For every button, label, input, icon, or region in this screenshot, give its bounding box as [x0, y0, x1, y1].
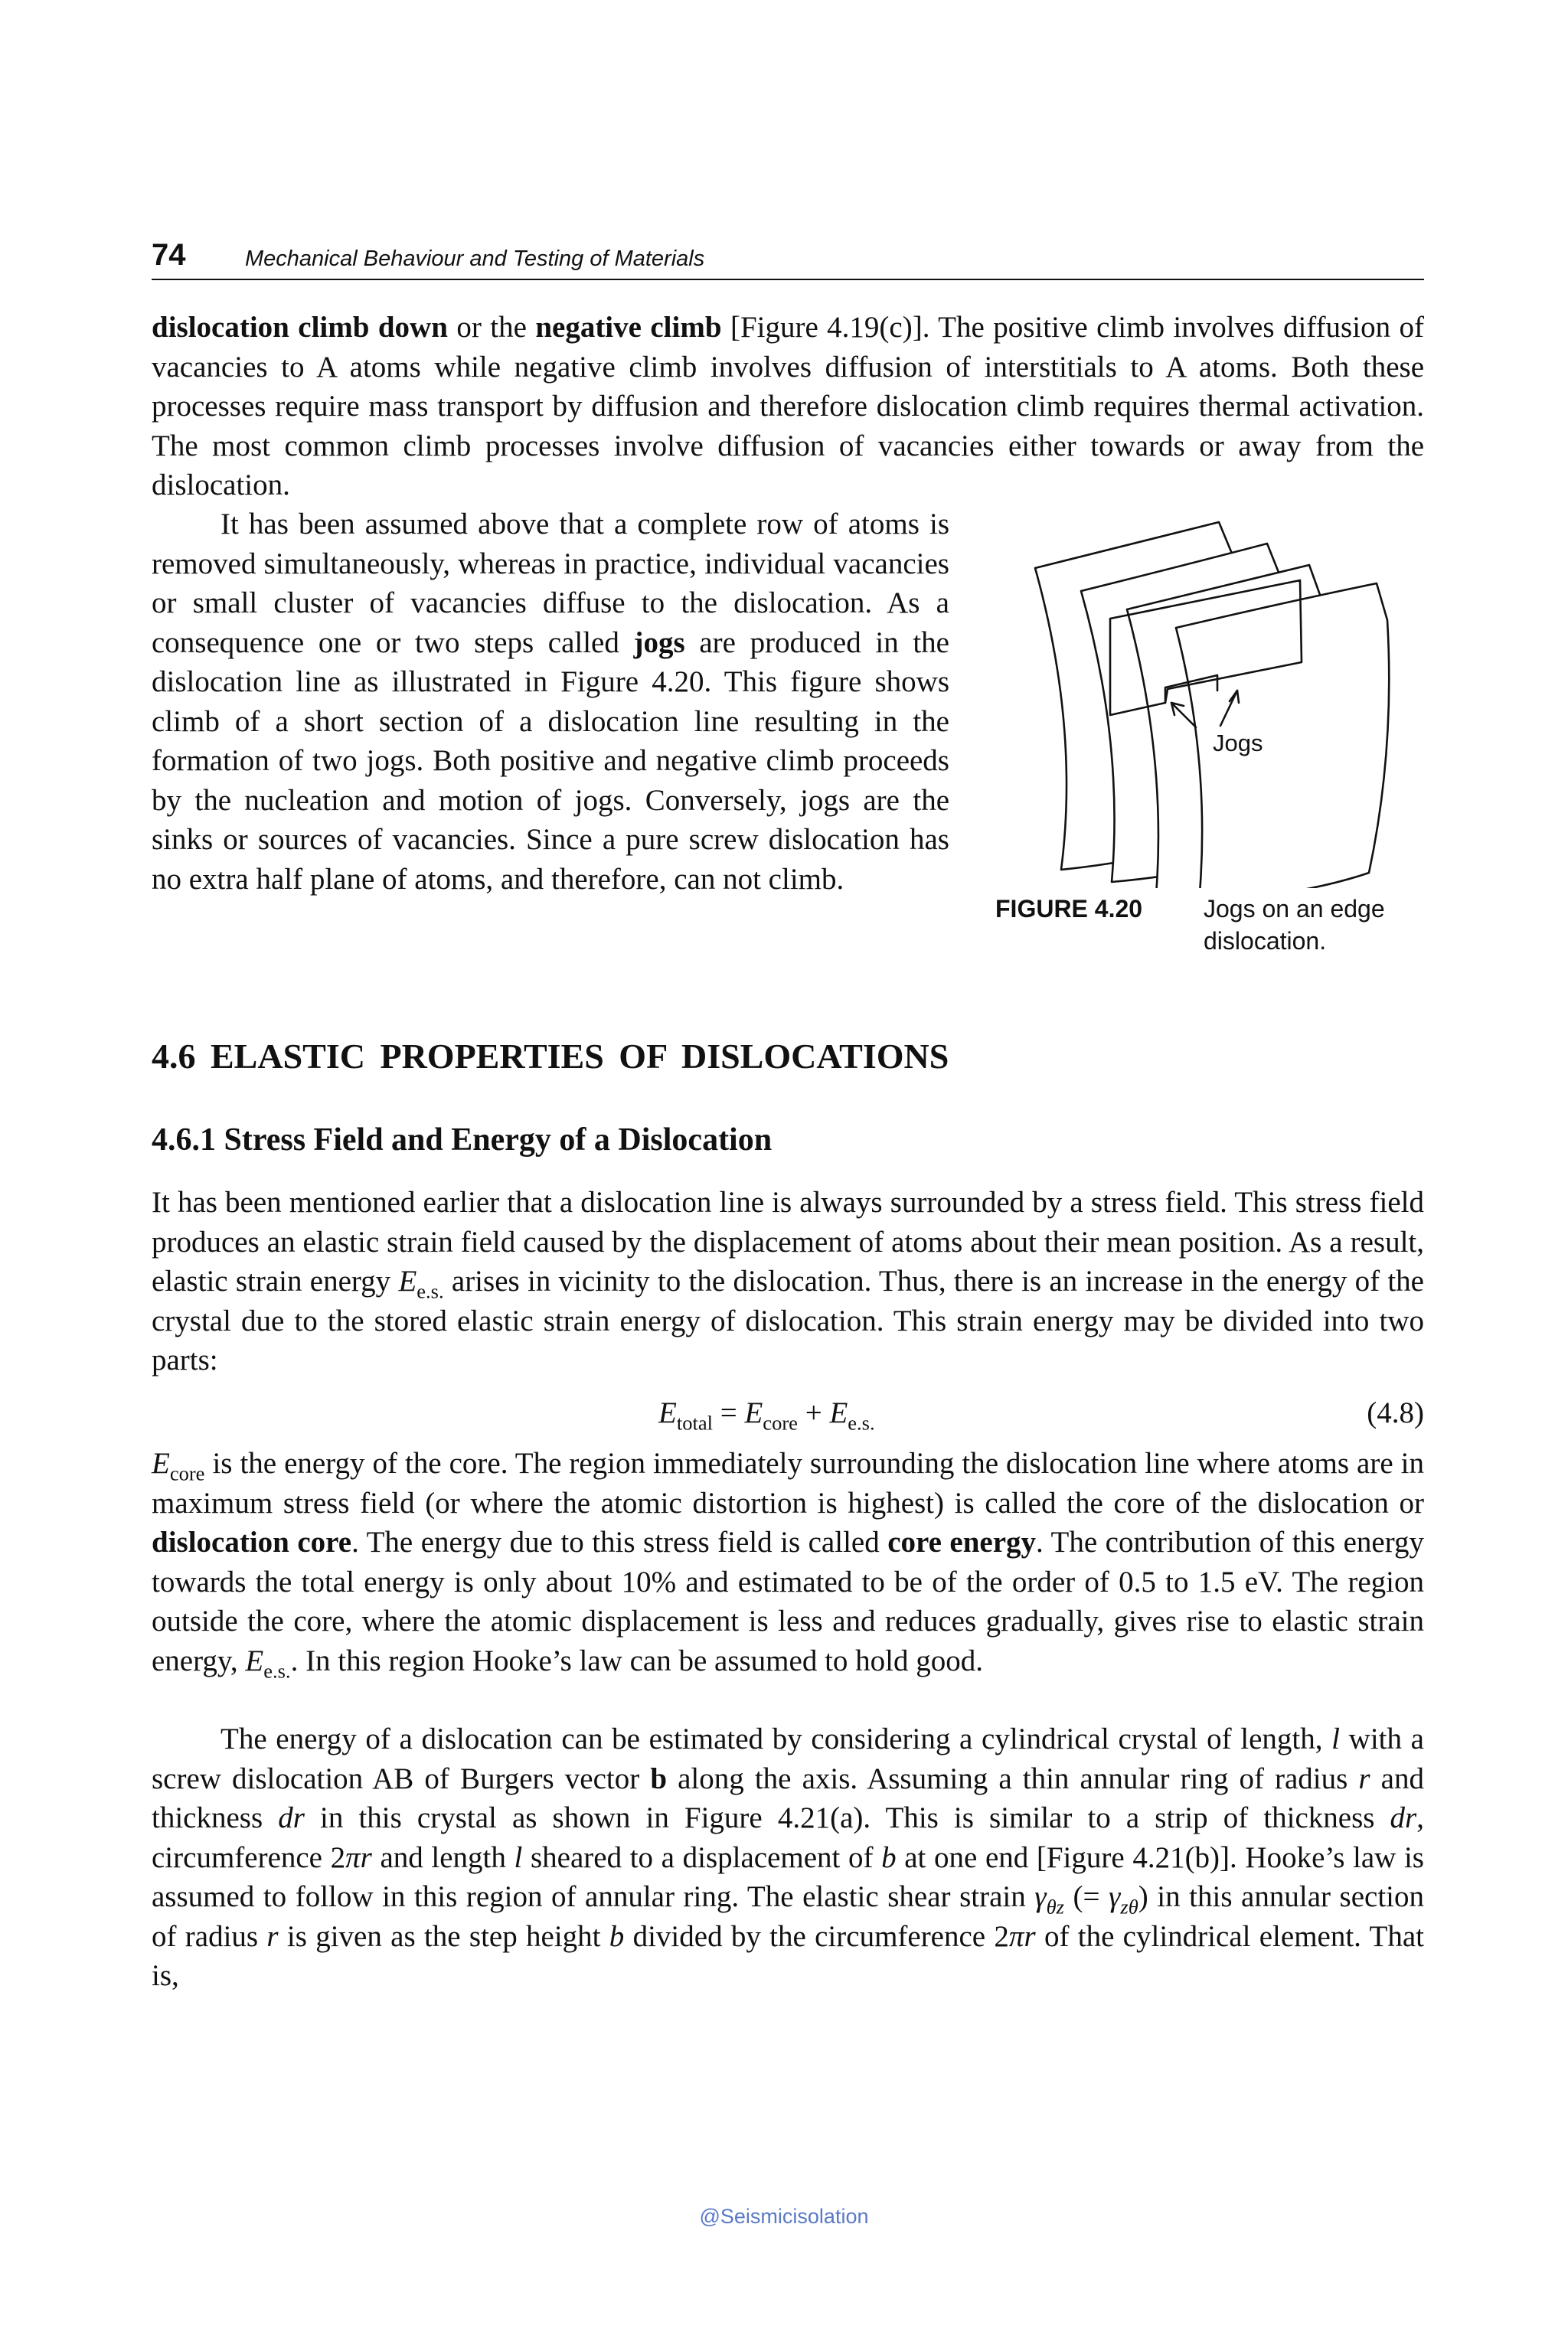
- text-run: [Figure 4.19(c)]. The positive climb involves diffusion of vacancies to A atoms while negative climb involves diffusion of interstitials to A atoms. Both these processes require mass transport by diffusion and therefore dislocation climb requires thermal activation. The most common climb processes involve diffusion of vacancies either towards or away from the dislocation.: [152, 311, 1424, 501]
- paragraph-core-energy: [152, 1444, 1424, 1680]
- text-run: and thickness: [152, 1762, 1424, 1834]
- symbol-l: l: [514, 1840, 523, 1874]
- symbol-l: l: [1331, 1723, 1340, 1755]
- subscript: core: [169, 1461, 205, 1485]
- paragraph-jogs: [152, 505, 949, 899]
- text-run: (=: [1063, 1880, 1109, 1913]
- subscript: e.s.: [416, 1279, 444, 1303]
- text-run: . The contribution of this energy towards the total energy is only about 10% and estimated to be of the order of 0.5 to 1.5 eV. The region outside the core, where the atomic displacement is less and reduces gradually, gives rise to elastic strain energy,: [152, 1526, 1424, 1677]
- text-run: , circumference 2: [152, 1801, 1424, 1874]
- text-run: and length: [371, 1840, 514, 1874]
- symbol-E: E: [744, 1396, 763, 1429]
- bold-term: dislocation climb down: [152, 311, 448, 344]
- symbol-E: E: [829, 1396, 848, 1429]
- subscript: θz: [1046, 1895, 1064, 1919]
- equation-4-8: [152, 1392, 1424, 1435]
- subscript: total: [676, 1411, 713, 1435]
- symbol-pi-r: πr: [345, 1840, 372, 1874]
- bold-term: core energy: [887, 1526, 1037, 1559]
- equation-number: (4.8): [1367, 1396, 1424, 1429]
- text-run: of the cylindrical element. That is,: [152, 1919, 1424, 1992]
- text-run: is the energy of the core. The region immediately surrounding the dislocation line where atoms are in maximum stress field (or where the atomic distortion is highest) is called the core of the dislocation or: [152, 1447, 1424, 1520]
- figure-4-20: [995, 505, 1432, 995]
- symbol-r: r: [266, 1919, 279, 1953]
- text-run: along the axis. Assuming a thin annular ring of radius: [667, 1762, 1359, 1795]
- text-run: . The energy due to this stress field is called: [351, 1526, 888, 1559]
- jogs-diagram: [995, 505, 1432, 888]
- text-run: or the: [447, 311, 536, 344]
- bold-term: dislocation core: [152, 1526, 352, 1559]
- symbol-r: r: [1358, 1762, 1370, 1795]
- subscript: zθ: [1120, 1895, 1138, 1919]
- symbol-dr: dr: [278, 1801, 305, 1834]
- figure-caption-text: Jogs on an edge dislocation.: [1204, 895, 1385, 955]
- symbol-E: E: [398, 1265, 417, 1298]
- subscript: e.s.: [848, 1411, 875, 1435]
- operator: =: [712, 1396, 745, 1429]
- paragraph-climb-down: [152, 308, 1424, 505]
- symbol-b-vector: b: [650, 1762, 668, 1795]
- symbol-E: E: [245, 1644, 264, 1677]
- watermark: @Seismicisolation: [699, 2205, 869, 2228]
- running-head: [152, 236, 1424, 280]
- subsection-heading: 4.6.1 Stress Field and Energy of a Dislocation: [152, 1122, 773, 1158]
- text-run: It has been assumed above that a complete row of atoms is removed simultaneously, whereas in practice, individual vacancies or small cluster of vacancies diffuse to the dislocation. As a consequence one or two steps called: [152, 508, 949, 659]
- text-run: It has been mentioned earlier that a dislocation line is always surrounded by a stress field. This stress field produces an elastic strain field caused by the displacement of atoms about their mean position. As a result, elastic strain energy: [152, 1186, 1424, 1298]
- subscript: core: [763, 1411, 798, 1435]
- text-run: ) in this annular section of radius: [152, 1880, 1424, 1953]
- text-run: The energy of a dislocation can be estimated by considering a cylindrical crystal of length,: [220, 1723, 1332, 1755]
- bold-term: negative climb: [535, 311, 722, 344]
- symbol-E: E: [658, 1396, 677, 1429]
- paragraph-dislocation-energy: [152, 1719, 1424, 1996]
- symbol-pi-r: πr: [1008, 1919, 1036, 1953]
- symbol-b: b: [881, 1840, 897, 1874]
- symbol-dr: dr: [1390, 1801, 1417, 1834]
- paragraph-stress-field: [152, 1183, 1424, 1380]
- equation-body: [658, 1392, 875, 1435]
- text-run: with a screw dislocation AB of Burgers vector: [152, 1723, 1424, 1795]
- text-run: in this crystal as shown in Figure 4.21(a). This is similar to a strip of thickness: [304, 1801, 1390, 1834]
- figure-caption-label: FIGURE 4.20: [995, 895, 1143, 923]
- symbol-gamma: γ: [1034, 1880, 1047, 1913]
- section-heading: 4.6 ELASTIC PROPERTIES OF DISLOCATIONS: [152, 1037, 949, 1076]
- text-run: are produced in the dislocation line as illustrated in Figure 4.20. This figure shows climb of a short section of a dislocation line resulting in the formation of two jogs. Both positive and negative climb proceeds by the nucleation and motion of jogs. Conversely, jogs are the sinks or sources of vacancies. Since a pure screw dislocation has no extra half plane of atoms, and therefore, can not climb.: [152, 625, 949, 896]
- operator: +: [797, 1396, 830, 1429]
- subscript: e.s.: [263, 1658, 291, 1682]
- page-number: 74: [152, 238, 186, 272]
- symbol-E: E: [152, 1447, 170, 1480]
- text-run: sheared to a displacement of: [522, 1840, 882, 1874]
- text-run: . In this region Hooke’s law can be assumed to hold good.: [290, 1644, 983, 1677]
- bold-term: jogs: [633, 625, 685, 659]
- symbol-b: b: [609, 1919, 625, 1953]
- text-run: arises in vicinity to the dislocation. Thus, there is an increase in the energy of the crystal due to the stored elastic strain energy of dislocation. This strain energy may be divided into two parts:: [152, 1265, 1424, 1377]
- text-run: is given as the step height: [278, 1919, 609, 1953]
- symbol-gamma: γ: [1109, 1880, 1121, 1913]
- text-run: at one end [Figure 4.21(b)]. Hooke’s law is assumed to follow in this region of annular ring. The elastic shear strain: [152, 1840, 1424, 1913]
- text-run: divided by the circumference 2: [624, 1919, 1009, 1953]
- jogs-label: Jogs: [1213, 730, 1263, 756]
- book-title: Mechanical Behaviour and Testing of Materials: [245, 247, 705, 271]
- lattice-plane-4: [1176, 583, 1389, 888]
